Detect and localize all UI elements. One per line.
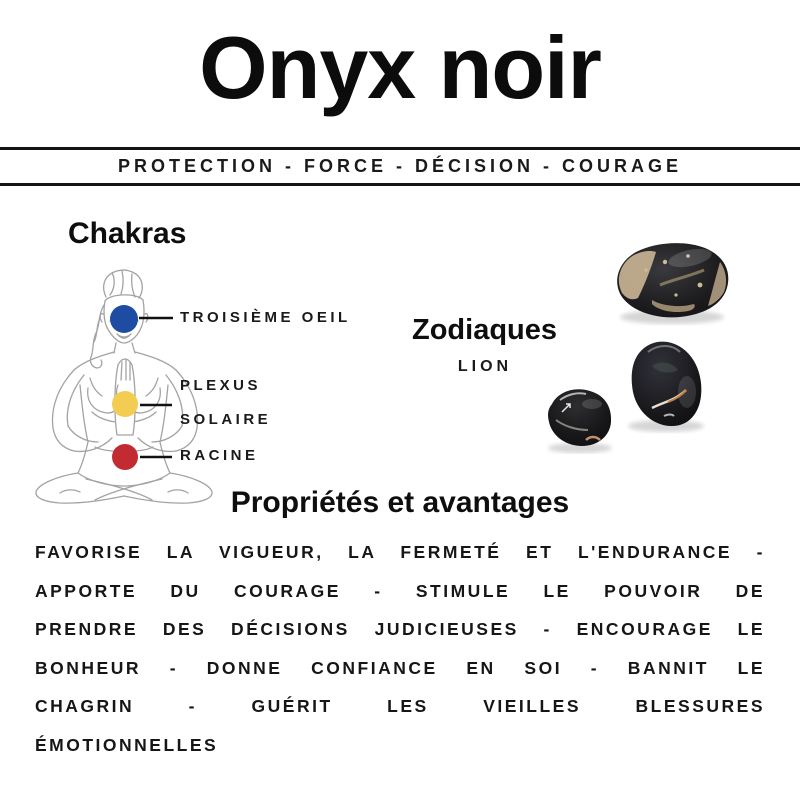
- properties-text-line: FAVORISE LA VIGUEUR, LA FERMETÉ ET L'ENDURANCE -: [35, 542, 765, 562]
- properties-text-line: CHAGRIN - GUÉRIT LES VIEILLES BLESSURES: [35, 696, 765, 716]
- onyx-stone-large: [617, 243, 728, 324]
- keywords-banner-text: PROTECTION - FORCE - DÉCISION - COURAGE: [117, 156, 682, 176]
- properties-text-line: ÉMOTIONNELLES: [35, 734, 219, 755]
- properties-text-line: PRENDRE DES DÉCISIONS JUDICIEUSES - ENCOURAGE LE: [35, 619, 765, 639]
- solar-plexus-chakra-dot: [112, 391, 138, 417]
- chakras-heading: Chakras: [68, 217, 187, 250]
- root-label: RACINE: [180, 447, 259, 464]
- solar-plexus-label-line2: SOLAIRE: [180, 411, 272, 428]
- onyx-stone-small: [548, 389, 612, 453]
- properties-text-line: BONHEUR - DONNE CONFIANCE EN SOI - BANNIT LE: [35, 657, 765, 678]
- properties-text: [35, 533, 765, 764]
- page-title: Onyx noir: [199, 18, 601, 117]
- onyx-stone-medium: [628, 342, 704, 432]
- zodiac-heading: Zodiaques: [412, 314, 558, 346]
- root-chakra-dot: [112, 444, 138, 470]
- keywords-banner: [0, 147, 800, 186]
- properties-heading: Propriétés et avantages: [230, 486, 570, 519]
- third-eye-chakra-dot: [110, 305, 138, 333]
- solar-plexus-label-line1: PLEXUS: [180, 377, 262, 394]
- zodiac-sign: LION: [457, 358, 513, 375]
- black-onyx-stones-photo: [520, 225, 755, 460]
- third-eye-label: TROISIÈME OEIL: [180, 309, 351, 326]
- properties-text-line: APPORTE DU COURAGE - STIMULE LE POUVOIR DE: [35, 580, 765, 601]
